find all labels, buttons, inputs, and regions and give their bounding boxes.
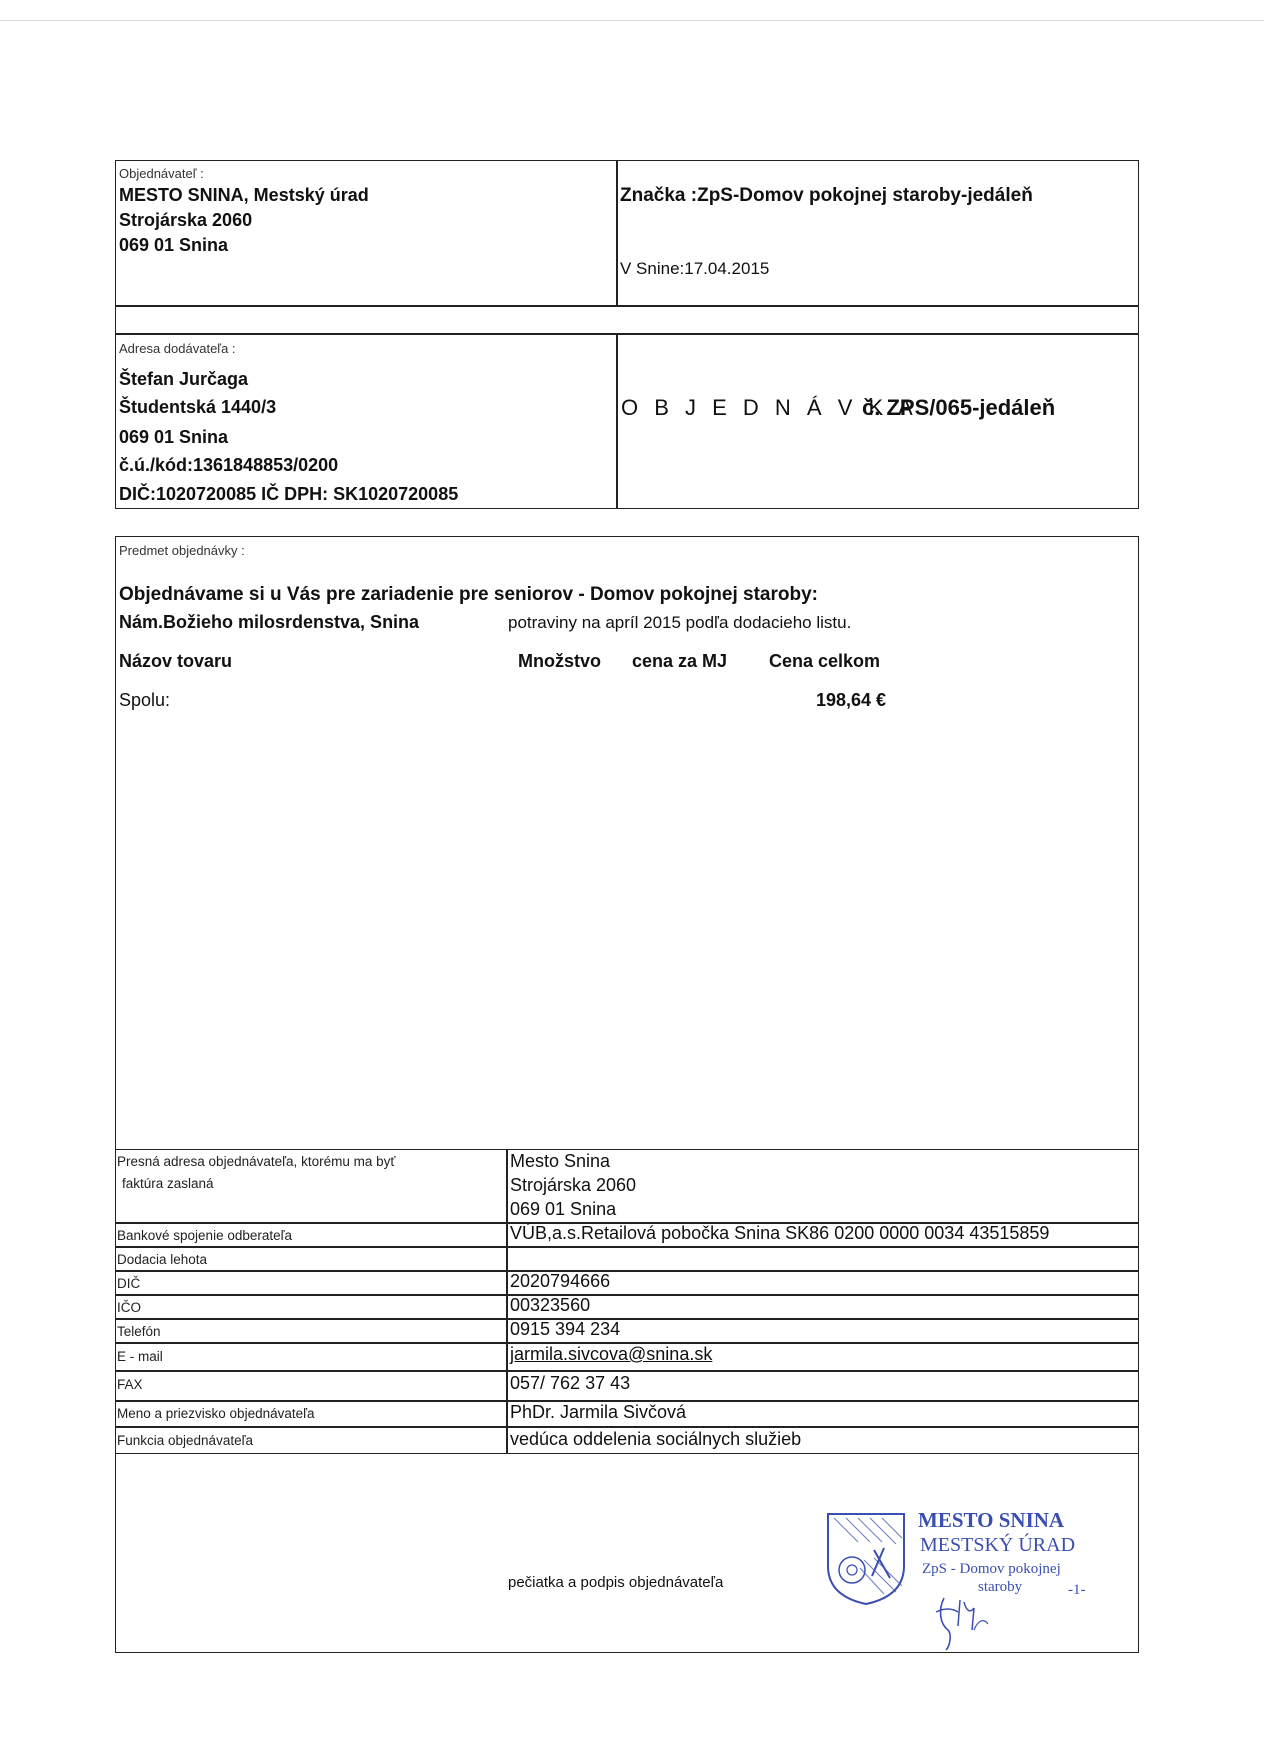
supplier-name: Štefan Jurčaga xyxy=(119,369,249,389)
address-label-2: faktúra zaslaná xyxy=(122,1176,214,1191)
phone-label: Telefón xyxy=(117,1324,161,1339)
col-name-header: Názov tovaru xyxy=(119,651,233,671)
col-total-header: Cena celkom xyxy=(769,651,881,671)
bank-label: Bankové spojenie odberateľa xyxy=(117,1228,293,1243)
subject-goods: potraviny na apríl 2015 podľa dodacieho listu. xyxy=(508,613,852,632)
name-label: Meno a priezvisko objednávateľa xyxy=(117,1406,315,1421)
order-heading: O B J E D N Á V K A xyxy=(621,395,918,420)
dic-value: 2020794666 xyxy=(510,1271,611,1291)
subject-place: Nám.Božieho milosrdenstva, Snina xyxy=(119,612,420,632)
orderer-label: Objednávateľ : xyxy=(119,166,204,181)
ico-value: 00323560 xyxy=(510,1295,591,1315)
fax-label: FAX xyxy=(117,1377,143,1392)
supplier-account: č.ú./kód:1361848853/0200 xyxy=(119,455,339,475)
top-scan-line xyxy=(0,20,1264,21)
orderer-city: 069 01 Snina xyxy=(119,235,229,255)
supplier-tax: DIČ:1020720085 IČ DPH: SK1020720085 xyxy=(119,484,459,504)
supplier-label: Adresa dodávateľa : xyxy=(119,341,236,356)
fax-value: 057/ 762 37 43 xyxy=(510,1373,631,1393)
stamp-line-3: ZpS - Domov pokojnej xyxy=(922,1561,1061,1577)
phone-value: 0915 394 234 xyxy=(510,1319,621,1339)
address-line-2: Strojárska 2060 xyxy=(510,1175,637,1195)
order-date: V Snine:17.04.2015 xyxy=(620,259,770,278)
handwritten-signature xyxy=(930,1590,1010,1652)
order-number: č. ZPS/065-jedáleň xyxy=(862,395,1056,420)
details-rule-9 xyxy=(115,1426,1139,1428)
col-unit-header: cena za MJ xyxy=(632,651,728,671)
subject-label: Predmet objednávky : xyxy=(119,543,245,558)
bank-value: VÚB,a.s.Retailová pobočka Snina SK86 0200 0000 0034 43515859 xyxy=(510,1223,1050,1243)
address-line-1: Mesto Snina xyxy=(510,1151,611,1171)
details-rule-5 xyxy=(115,1318,1139,1320)
mark-text: Značka :ZpS-Domov pokojnej staroby-jedáleň xyxy=(620,185,1033,206)
orderer-divider xyxy=(616,160,618,306)
details-divider xyxy=(506,1149,508,1454)
function-value: vedúca oddelenia sociálnych služieb xyxy=(510,1429,802,1449)
orderer-section xyxy=(115,160,1139,306)
city-coat-of-arms-stamp xyxy=(824,1510,908,1606)
sum-value: 198,64 € xyxy=(816,690,887,710)
supplier-top-rule xyxy=(115,333,1139,335)
address-label: Presná adresa objednávateľa, ktorému ma byť xyxy=(117,1154,396,1169)
details-rule-3 xyxy=(115,1270,1139,1272)
email-link[interactable]: jarmila.sivcova@snina.sk xyxy=(510,1344,713,1364)
stamp-line-4: staroby xyxy=(978,1579,1023,1595)
details-rule-4 xyxy=(115,1294,1139,1296)
orderer-street: Strojárska 2060 xyxy=(119,210,253,230)
dic-label: DIČ xyxy=(117,1276,141,1291)
details-rule-7 xyxy=(115,1370,1139,1372)
sum-label: Spolu: xyxy=(119,690,171,710)
stamp-line-5: -1- xyxy=(1068,1582,1086,1598)
name-value: PhDr. Jarmila Sivčová xyxy=(510,1402,687,1422)
details-rule-2 xyxy=(115,1246,1139,1248)
delivery-label: Dodacia lehota xyxy=(117,1252,208,1267)
orderer-name: MESTO SNINA, Mestský úrad xyxy=(119,185,369,205)
supplier-city: 069 01 Snina xyxy=(119,427,229,447)
email-label: E - mail xyxy=(117,1349,163,1364)
col-qty-header: Množstvo xyxy=(518,651,601,671)
signature-caption: pečiatka a podpis objednávateľa xyxy=(508,1574,724,1591)
ico-label: IČO xyxy=(117,1300,142,1315)
stamp-line-1: MESTO SNINA xyxy=(918,1508,1065,1532)
stamp-line-2: MESTSKÝ ÚRAD xyxy=(920,1534,1076,1556)
address-line-3: 069 01 Snina xyxy=(510,1199,617,1219)
supplier-street: Študentská 1440/3 xyxy=(119,397,277,417)
subject-line1: Objednávame si u Vás pre zariadenie pre seniorov - Domov pokojnej staroby: xyxy=(119,584,818,605)
function-label: Funkcia objednávateľa xyxy=(117,1433,254,1448)
supplier-divider xyxy=(616,333,618,509)
